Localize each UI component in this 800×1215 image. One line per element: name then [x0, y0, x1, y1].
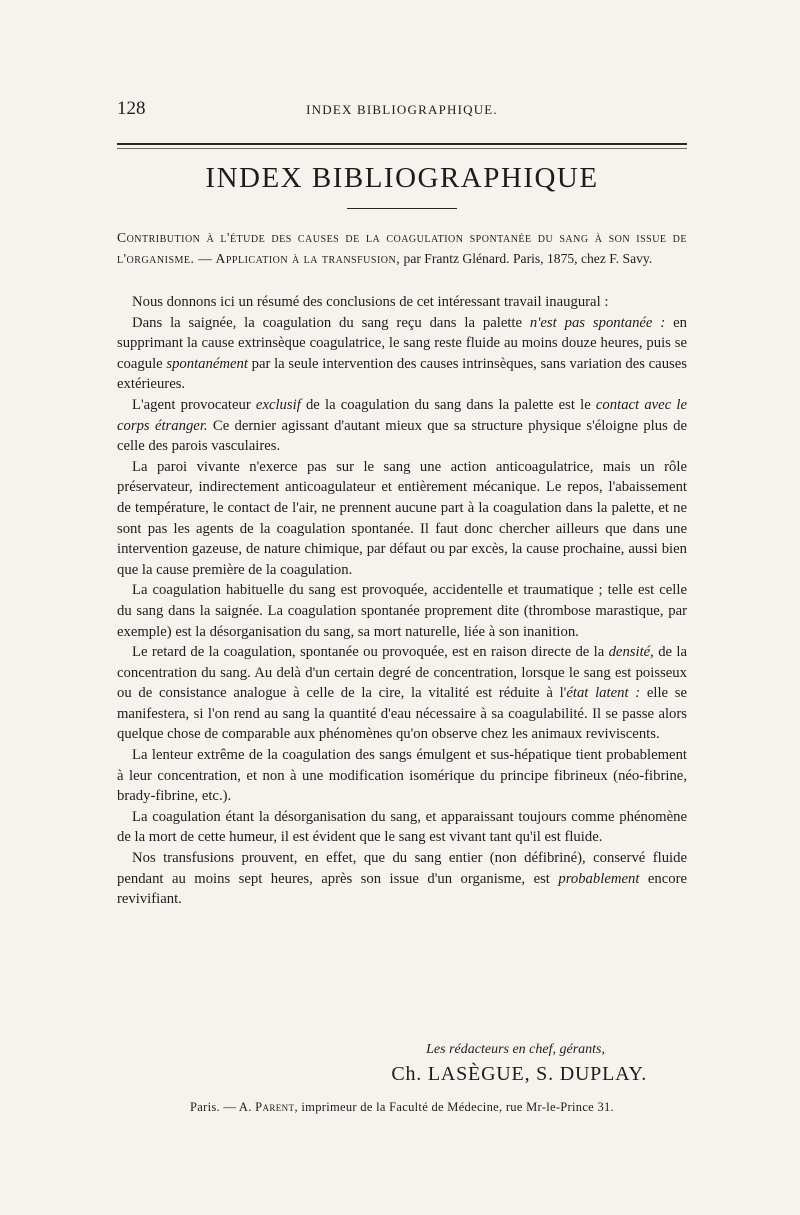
paragraph-text: en supprimant la cause extrinsèque coagulatrice, le sang reste fluide au moins douze heures, puis se coagule [117, 314, 687, 372]
paragraph-text: elle se manifestera, si l'on rend au sang la quantité d'eau nécessaire à sa coagulabilité. Il se passe alors quelque chose de comparable aux phénomènes qu'on observe chez les animaux reviviscents. [117, 685, 687, 743]
paragraph [117, 580, 687, 642]
paragraph [117, 457, 687, 581]
paragraph-text: de la coagulation du sang dans la palette est le [300, 396, 596, 413]
reference-details: par Frantz Glénard. Paris, 1875, chez F. Savy. [400, 251, 653, 266]
paragraph-text: L'agent provocateur [132, 396, 256, 413]
paragraph [117, 745, 687, 807]
paragraph [117, 807, 687, 848]
paragraph-text: Dans la saignée, la coagulation du sang reçu dans la palette [132, 314, 530, 331]
italic-phrase: spontanément [166, 355, 248, 372]
paragraph [117, 848, 687, 910]
body-text [117, 292, 687, 910]
page-title: INDEX BIBLIOGRAPHIQUE [205, 162, 599, 194]
italic-phrase: densité, [608, 644, 654, 661]
header-rule [117, 143, 687, 145]
signature-names: Ch. LASÈGUE, S. DUPLAY. [391, 1063, 647, 1085]
paragraph [117, 642, 687, 745]
running-head [117, 98, 687, 128]
paragraph-text: par la seule intervention des causes intrinsèques, sans variation des causes extérieures. [117, 355, 687, 393]
paragraph-text: Ce dernier agissant d'autant mieux que sa structure physique s'éloigne plus de celle des parois vasculaires. [117, 417, 687, 455]
paragraph-text: La paroi vivante n'exerce pas sur le sang une action anticoagulatrice, mais un rôle préservateur, indirectement anticoagulateur et entièrement mécanique. Le repos, l'abaissement de température, le contact de l'air, ne prennent aucune part à la coagulation dans la palette, et ne sont pas les agents de la coagulation spontanée. Il faut donc chercher ailleurs que dans une intervention gazeuse, de nature chimique, par défaut ou par excès, la cause prochaine, aussi bien que la cause première de la coagulation. [117, 458, 687, 578]
imprint-printer: Parent, [255, 1100, 298, 1114]
printer-imprint [117, 1100, 687, 1115]
paragraph-text: Nous donnons ici un résumé des conclusions de cet intéressant travail inaugural : [132, 294, 609, 310]
italic-phrase: n'est pas spontanée : [529, 314, 666, 331]
title-divider [347, 208, 457, 209]
paragraph-text: La coagulation habituelle du sang est provoquée, accidentelle et traumatique ; telle est celle du sang dans la saignée. La coagulation spontanée proprement dite (thrombose marastique, par exemple) est la désorganisation du sang, sa mort naturelle, liée à son inanition. [117, 582, 687, 640]
paragraph [117, 313, 687, 395]
italic-phrase: contact avec le corps étranger. [117, 396, 687, 434]
imprint-rest: imprimeur de la Faculté de Médecine, rue Mr-le-Prince 31. [297, 1100, 614, 1114]
running-title: INDEX BIBLIOGRAPHIQUE. [306, 102, 498, 117]
header-rule-thin [117, 148, 687, 149]
paragraph-text: La coagulation étant la désorganisation du sang, et apparaissant toujours comme phénomène de la mort de cette humeur, il est évident que le sang est vivant tant qu'il est fluide. [117, 808, 687, 846]
bibliographic-reference [117, 227, 687, 269]
paragraph [117, 395, 687, 457]
paragraph-text: de la concentration du sang. Au delà d'un certain degré de concentration, lorsque le sang est poisseux ou de consistance analogue à celle de la cire, la vitalité est réduite à l' [117, 644, 687, 702]
imprint-city: Paris. — A. [190, 1100, 256, 1114]
page-number: 128 [117, 98, 146, 119]
signature-label: Les rédacteurs en chef, gérants, [426, 1042, 605, 1057]
paragraph-text: Nos transfusions prouvent, en effet, que du sang entier (non défibriné), conservé fluide pendant au moins sept heures, après son issue d'un organisme, est [117, 850, 687, 887]
italic-phrase: état latent : [566, 685, 641, 702]
reference-title: Contribution à l'étude des causes de la coagulation spontanée du sang à son issue de l'organisme. — Application à la transfusion, [117, 230, 687, 266]
paragraph-text: Le retard de la coagulation, spontanée ou provoquée, est en raison directe de la [132, 644, 609, 661]
italic-phrase: exclusif [255, 396, 301, 413]
paragraph [117, 292, 687, 313]
signature-block [117, 1042, 687, 1086]
paragraph-text: encore revivifiant. [117, 870, 688, 908]
italic-phrase: probablement [558, 870, 640, 887]
paragraph-text: La lenteur extrême de la coagulation des sangs émulgent et sus-hépatique tient probablement à leur concentration, et non à une modification isomérique du principe fibrineux (néo-fibrine, brady-fibrine, etc.). [117, 747, 687, 805]
